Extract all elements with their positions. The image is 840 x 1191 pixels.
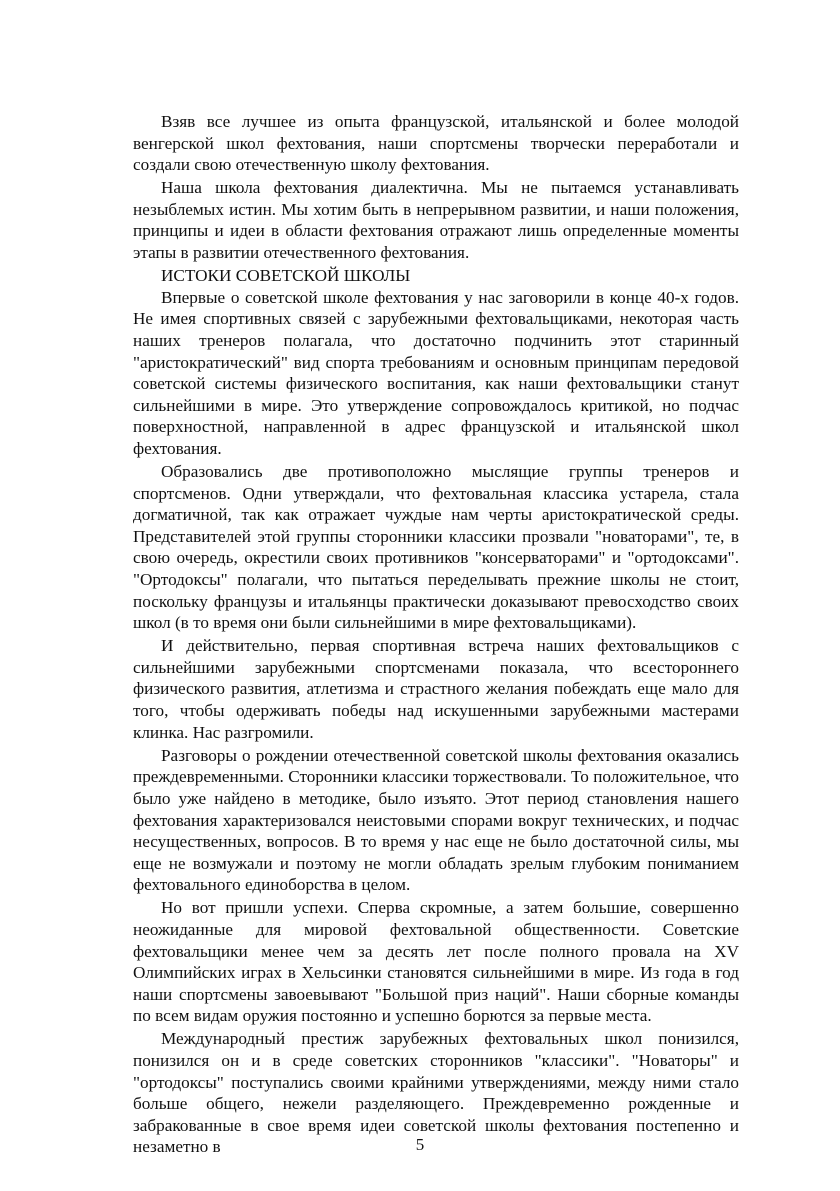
section-heading: ИСТОКИ СОВЕТСКОЙ ШКОЛЫ <box>161 266 411 286</box>
section-paragraph-3: И действительно, первая спортивная встреча наших фехтовальщиков с сильнейшими зарубежными спортсменами показала, что всестороннего физического развития, атлетизма и страстного желания побеждать еще мало для того, чтобы одерживать победы над искушенными зарубежными мастерами клинка. Нас разгромили. <box>133 636 739 742</box>
section-paragraph-2: Образовались две противоположно мыслящие группы тренеров и спортсменов. Одни утверждали, что фехтовальная классика устарела, стала догматичной, так как отражает чуждые нам черты аристократической среды. Представителей этой группы сторонники классики прозвали "новаторами", те, в свою очередь, окрестили своих противников "консерваторами" и "ортодоксами". "Ортодоксы" полагали, что пытаться переделывать прежние школы не стоит, поскольку французы и итальянцы практически доказывают превосходство своих школ (в то время они были сильнейшими в мире фехтовальщиками). <box>133 462 739 633</box>
section-paragraph-5: Но вот пришли успехи. Сперва скромные, а затем большие, совершенно неожиданные для мировой фехтовальной общественности. Советские фехтовальщики менее чем за десять лет после полного провала на XV Олимпийских играх в Хельсинки становятся сильнейшими в мире. Из года в год наши спортсмены завоевывают "Большой приз наций". Наши сборные команды по всем видам оружия постоянно и успешно борются за первые места. <box>133 898 739 1026</box>
page-number: 5 <box>415 1135 425 1154</box>
paragraph-2: Наша школа фехтования диалектична. Мы не пытаемся устанавливать незыблемых истин. Мы хотим быть в непрерывном развитии, и наши положения, принципы и идеи в области фехтования отражают лишь определенные моменты этапы в развитии отечественного фехтования. <box>133 178 739 263</box>
section-paragraph-4: Разговоры о рождении отечественной советской школы фехтования оказались преждевременными. Сторонники классики торжествовали. То положительное, что было уже найдено в методике, было изъято. Этот период становления нашего фехтования характеризовался неистовыми спорами вокруг технических, и подчас несущественных, вопросов. В то время у нас еще не было достаточной силы, мы еще не возмужали и поэтому не могли обладать зрелым глубоким пониманием фехтовального единоборства в целом. <box>133 745 739 895</box>
body-text <box>133 111 739 1160</box>
section-paragraph-1: Впервые о советской школе фехтования у нас заговорили в конце 40-х годов. Не имея спортивных связей с зарубежными фехтовальщиками, некоторая часть наших тренеров полагала, что достаточно подчинить этот старинный "аристократический" вид спорта требованиям и основным принципам передовой советской системы физического воспитания, как наши фехтовальщики станут сильнейшими в мире. Это утверждение сопровождалось критикой, но подчас поверхностной, направленной в адрес французской и итальянской школ фехтования. <box>133 287 739 458</box>
paragraph-1: Взяв все лучшее из опыта французской, итальянской и более молодой венгерской школ фехтования, наши спортсмены творчески переработали и создали свою отечественную школу фехтования. <box>133 112 739 175</box>
section-paragraph-6: Международный престиж зарубежных фехтовальных школ понизился, понизился он и в среде советских сторонников "классики". "Новаторы" и "ортодоксы" поступались своими крайними утверждениями, между ними стало больше общего, нежели разделяющего. Преждевременно рожденные и забракованные в свое время идеи советской школы фехтования постепенно и незаметно в <box>133 1029 739 1157</box>
